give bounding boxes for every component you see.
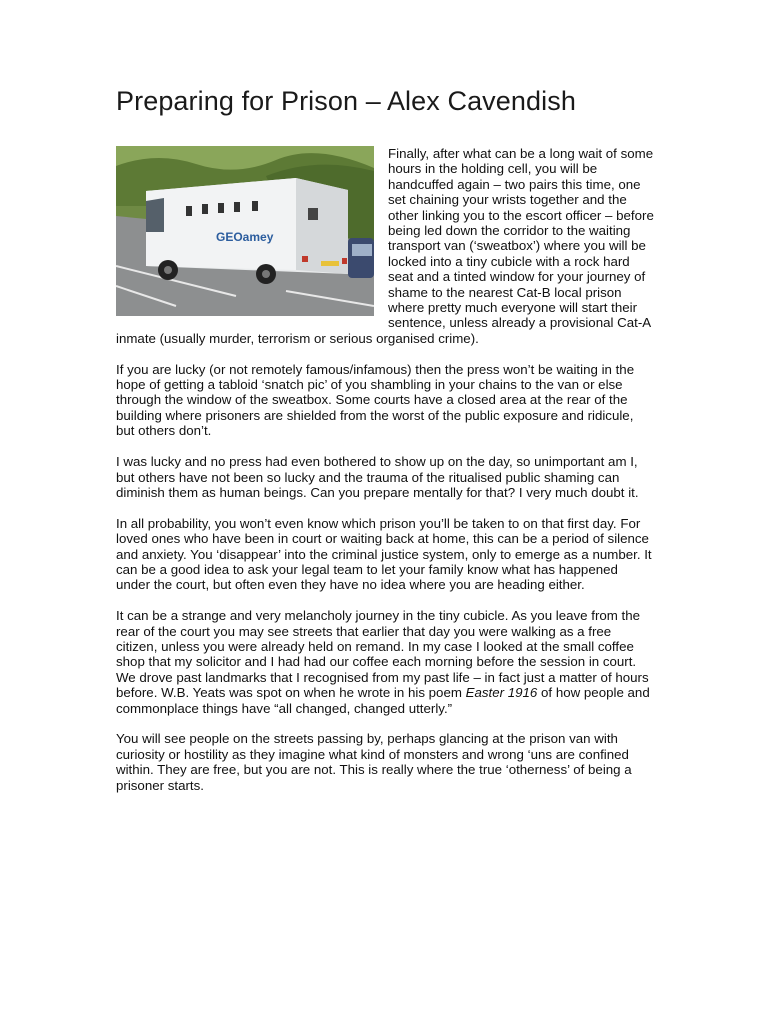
paragraph-1: Finally, after what can be a long wait of some hours in the holding cell, you will be handcuffed again – two pairs this time, one set chaining your wrists together and the other linking you to the escort officer – before being led down the corridor to the waiting transport van (‘sweatbox’) where you will be locked into a tiny cubicle with a rock hard seat and a tinted window for your journey of shame to the nearest Cat-B local prison where pretty much everyone will start their sentence, unless already a provisional Cat-A inmate (usually murder, terrorism or serious organised crime). [116,146,654,346]
poem-title: Easter 1916 [465,685,538,701]
paragraph-3: I was lucky and no press had even bothered to show up on the day, so unimportant am I, but others have not been so lucky and the trauma of the ritualised public shaming can diminish them as human beings. Can you prepare mentally for that? I very much doubt it. [116,454,639,500]
paragraph-4: In all probability, you won’t even know which prison you’ll be taken to on that first day. For loved ones who have been in court or waiting back at home, this can be a period of silence and anxiety. You ‘disappear’ into the criminal justice system, only to emerge as a number. It can be a good idea to ask your legal team to let your family know what has happened under the court, but often even they have no idea where you are heading either. [116,515,652,593]
paragraph-2: If you are lucky (or not remotely famous/infamous) then the press won’t be waiting in the hope of getting a tabloid ‘snatch pic’ of you shambling in your chains to the van or else through the window of the sweatbox. Some courts have a closed area at the rear of the building where prisoners are shielded from the worst of the public exposure and ridicule, but others don’t. [116,361,635,439]
document-title: Preparing for Prison – Alex Cavendish [116,86,576,116]
paragraph-5 [116,608,654,716]
paragraph-5-text-start: It can be a strange and very melancholy journey in the tiny cubicle. As you leave from the rear of the court you may see streets that earlier that day you were walking as a free citizen, unless you were already held on remand. In my case I looked at the small coffee shop that my solicitor and I had had our coffee each morning before the session in court. We drove past landmarks that I recognised from my past life – in fact just a matter of hours before. W.B. Yeats was spot on when he wrote in his poem [116,608,649,701]
paragraph-5-text-end: of how people and commonplace things have “all changed, changed utterly.” [116,685,650,716]
article-body [116,146,654,808]
svg-text:GEOamey: GEOamey [216,230,274,244]
paragraph-6: You will see people on the streets passing by, perhaps glancing at the prison van with curiosity or hostility as they imagine what kind of monsters and wrong ‘uns are confined within. They are free, but you are not. This is really where the true ‘otherness’ of being a prisoner starts. [116,731,632,793]
prison-van-photo [116,146,374,316]
